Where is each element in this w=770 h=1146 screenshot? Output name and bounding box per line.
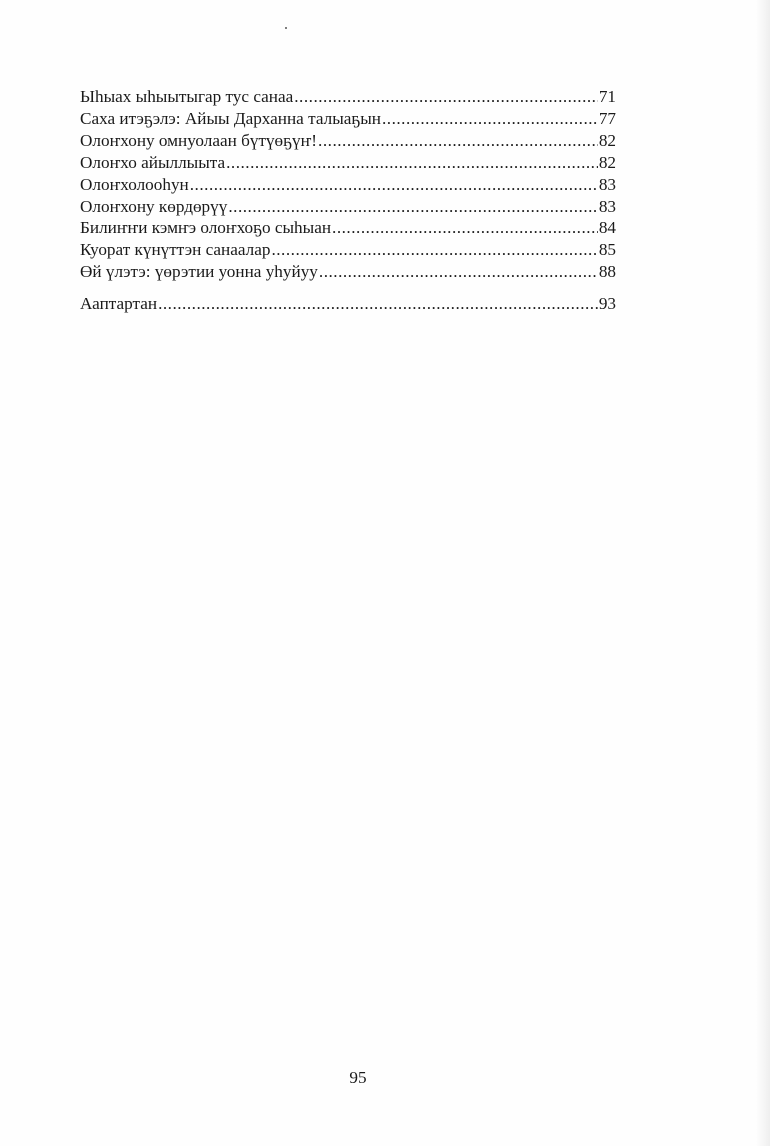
toc-entry-title: Олоҥхолооһун	[80, 174, 189, 194]
toc-entry	[80, 261, 616, 283]
toc-entry-title: Ыһыах ыһыытыгар тус санаа	[80, 87, 294, 106]
toc-entry	[80, 196, 616, 218]
toc-leader-dots	[382, 108, 598, 130]
toc-section-gap	[80, 283, 616, 293]
toc-leader-dots	[228, 196, 597, 218]
toc-entry	[80, 108, 616, 130]
scan-edge-shadow	[756, 0, 770, 1146]
toc-entry-page: 83	[598, 174, 616, 194]
toc-entry-page: 77	[598, 108, 616, 128]
toc-leader-dots	[271, 239, 597, 261]
toc-final-entry	[80, 293, 616, 315]
toc-entry	[80, 174, 616, 196]
toc-entry-title: Олоҥхону омнуолаан бүтүөҕүҥ!	[80, 130, 318, 150]
toc-leader-dots	[226, 152, 598, 174]
toc-entry-page: 71	[598, 87, 616, 106]
toc-entry	[80, 217, 616, 239]
toc-entry-page: 84	[598, 218, 616, 238]
toc-entry-page: 83	[598, 196, 616, 216]
toc-leader-dots	[318, 130, 598, 152]
toc-entry	[80, 86, 616, 108]
toc-entry	[80, 239, 616, 261]
toc-entry-title: Ааптартан	[80, 294, 158, 314]
toc-leader-dots	[332, 217, 598, 239]
toc-leader-dots	[294, 86, 598, 108]
toc-entry-page: 82	[598, 130, 616, 150]
toc-entry	[80, 130, 616, 152]
toc-entry-title: Өй үлэтэ: үөрэтии уонна уһуйуу	[80, 262, 318, 282]
toc-entry-page: 85	[598, 240, 616, 260]
toc-entry-title: Саха итэҕэлэ: Айыы Дарханна талыаҕын	[80, 108, 381, 128]
toc-entry-page: 93	[598, 294, 616, 314]
toc-entry-title: Олоҥхо айыллыыта	[80, 152, 226, 172]
toc-leader-dots	[319, 261, 598, 283]
toc-entry-title: Куорат күнүттэн санаалар	[80, 240, 271, 260]
table-of-contents	[80, 86, 616, 315]
toc-entry-page: 82	[598, 152, 616, 172]
scan-speck	[285, 27, 287, 29]
toc-entry-page: 88	[598, 262, 616, 282]
toc-entry-title: Олоҥхону көрдөрүү	[80, 196, 228, 216]
page-number: 95	[349, 1068, 367, 1087]
toc-entry	[80, 152, 616, 174]
toc-leader-dots	[158, 293, 598, 315]
toc-entry-title: Билиҥҥи кэмҥэ олоҥхоҕо сыһыан	[80, 218, 332, 238]
toc-leader-dots	[190, 174, 598, 196]
